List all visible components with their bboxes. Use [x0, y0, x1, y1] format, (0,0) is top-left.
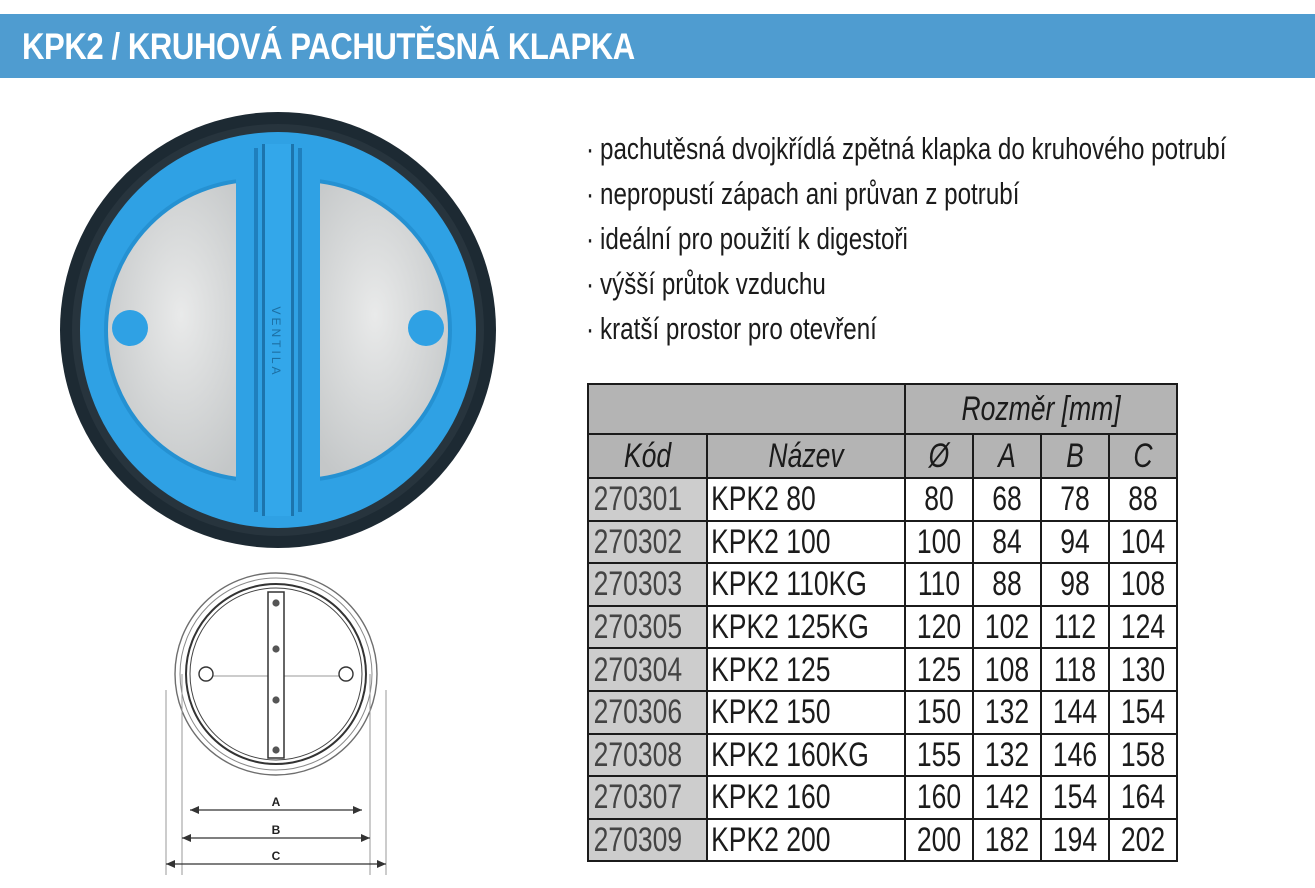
cell-b: 94 — [1041, 521, 1109, 564]
cell-c: 158 — [1109, 734, 1177, 777]
table-group-header-row — [588, 384, 1177, 434]
cell-kod: 270309 — [588, 819, 707, 862]
cell-c: 104 — [1109, 521, 1177, 564]
feature-item: · kratší prostor pro otevření — [586, 306, 1288, 351]
cell-kod: 270301 — [588, 478, 707, 521]
cell-nazev: KPK2 125KG — [707, 606, 905, 649]
dimension-label-c: C — [271, 849, 281, 863]
cell-kod: 270306 — [588, 691, 707, 734]
cell-nazev: KPK2 110KG — [707, 563, 905, 606]
cell-kod: 270302 — [588, 521, 707, 564]
cell-kod: 270303 — [588, 563, 707, 606]
bullet-icon: · — [586, 266, 595, 301]
cell-nazev: KPK2 125 — [707, 648, 905, 691]
bullet-icon: · — [586, 176, 595, 211]
cell-c: 154 — [1109, 691, 1177, 734]
feature-list — [586, 126, 1315, 351]
cell-diameter: 80 — [905, 478, 973, 521]
cell-a: 108 — [973, 648, 1041, 691]
feature-item: · pachutěsná dvojkřídlá zpětná klapka do kruhového potrubí — [586, 126, 1288, 171]
cell-diameter: 155 — [905, 734, 973, 777]
table-body — [588, 478, 1177, 861]
cell-c: 164 — [1109, 776, 1177, 819]
bullet-icon: · — [586, 311, 595, 346]
cell-a: 142 — [973, 776, 1041, 819]
cell-a: 68 — [973, 478, 1041, 521]
cell-diameter: 110 — [905, 563, 973, 606]
cell-kod: 270308 — [588, 734, 707, 777]
cell-nazev: KPK2 150 — [707, 691, 905, 734]
column-header-a: A — [973, 434, 1041, 478]
cell-b: 118 — [1041, 648, 1109, 691]
cell-nazev: KPK2 200 — [707, 819, 905, 862]
table-row — [588, 606, 1177, 649]
dimension-label-a: A — [271, 795, 281, 809]
cell-nazev: KPK2 160 — [707, 776, 905, 819]
cell-kod: 270307 — [588, 776, 707, 819]
cell-c: 130 — [1109, 648, 1177, 691]
cell-a: 102 — [973, 606, 1041, 649]
cell-diameter: 150 — [905, 691, 973, 734]
table-row — [588, 819, 1177, 862]
cell-c: 108 — [1109, 563, 1177, 606]
table-row — [588, 648, 1177, 691]
cell-b: 98 — [1041, 563, 1109, 606]
table-group-header: Rozměr [mm] — [905, 384, 1177, 434]
brand-mark: VENTILA — [269, 306, 283, 378]
table-row — [588, 521, 1177, 564]
technical-drawing — [160, 570, 392, 882]
table-row — [588, 691, 1177, 734]
cell-a: 88 — [973, 563, 1041, 606]
cell-c: 88 — [1109, 478, 1177, 521]
cell-kod: 270305 — [588, 606, 707, 649]
cell-c: 202 — [1109, 819, 1177, 862]
bullet-icon: · — [586, 131, 595, 166]
column-header-kod: Kód — [588, 434, 707, 478]
column-header-diameter: Ø — [905, 434, 973, 478]
cell-diameter: 160 — [905, 776, 973, 819]
cell-nazev: KPK2 100 — [707, 521, 905, 564]
cell-b: 112 — [1041, 606, 1109, 649]
page-title: KPK2 / KRUHOVÁ PACHUTĚSNÁ KLAPKA — [22, 26, 635, 67]
table-row — [588, 563, 1177, 606]
column-header-b: B — [1041, 434, 1109, 478]
feature-item: · nepropustí zápach ani průvan z potrubí — [586, 171, 1288, 216]
cell-c: 124 — [1109, 606, 1177, 649]
feature-item: · výšší průtok vzduchu — [586, 261, 1288, 306]
cell-b: 144 — [1041, 691, 1109, 734]
cell-diameter: 200 — [905, 819, 973, 862]
column-header-nazev: Název — [707, 434, 905, 478]
bullet-icon: · — [586, 221, 595, 256]
cell-b: 154 — [1041, 776, 1109, 819]
cell-kod: 270304 — [588, 648, 707, 691]
cell-nazev: KPK2 160KG — [707, 734, 905, 777]
dimension-label-b: B — [271, 823, 281, 837]
cell-b: 78 — [1041, 478, 1109, 521]
table-blank-header — [588, 384, 905, 434]
cell-nazev: KPK2 80 — [707, 478, 905, 521]
cell-a: 182 — [973, 819, 1041, 862]
column-header-c: C — [1109, 434, 1177, 478]
cell-b: 146 — [1041, 734, 1109, 777]
cell-a: 84 — [973, 521, 1041, 564]
cell-diameter: 125 — [905, 648, 973, 691]
table-column-header-row — [588, 434, 1177, 478]
cell-diameter: 100 — [905, 521, 973, 564]
table-row — [588, 478, 1177, 521]
table-row — [588, 734, 1177, 777]
feature-item: · ideální pro použití k digestoři — [586, 216, 1288, 261]
cell-a: 132 — [973, 691, 1041, 734]
table-row — [588, 776, 1177, 819]
cell-b: 194 — [1041, 819, 1109, 862]
cell-diameter: 120 — [905, 606, 973, 649]
cell-a: 132 — [973, 734, 1041, 777]
product-photo — [58, 110, 498, 550]
spec-table — [587, 383, 1178, 862]
